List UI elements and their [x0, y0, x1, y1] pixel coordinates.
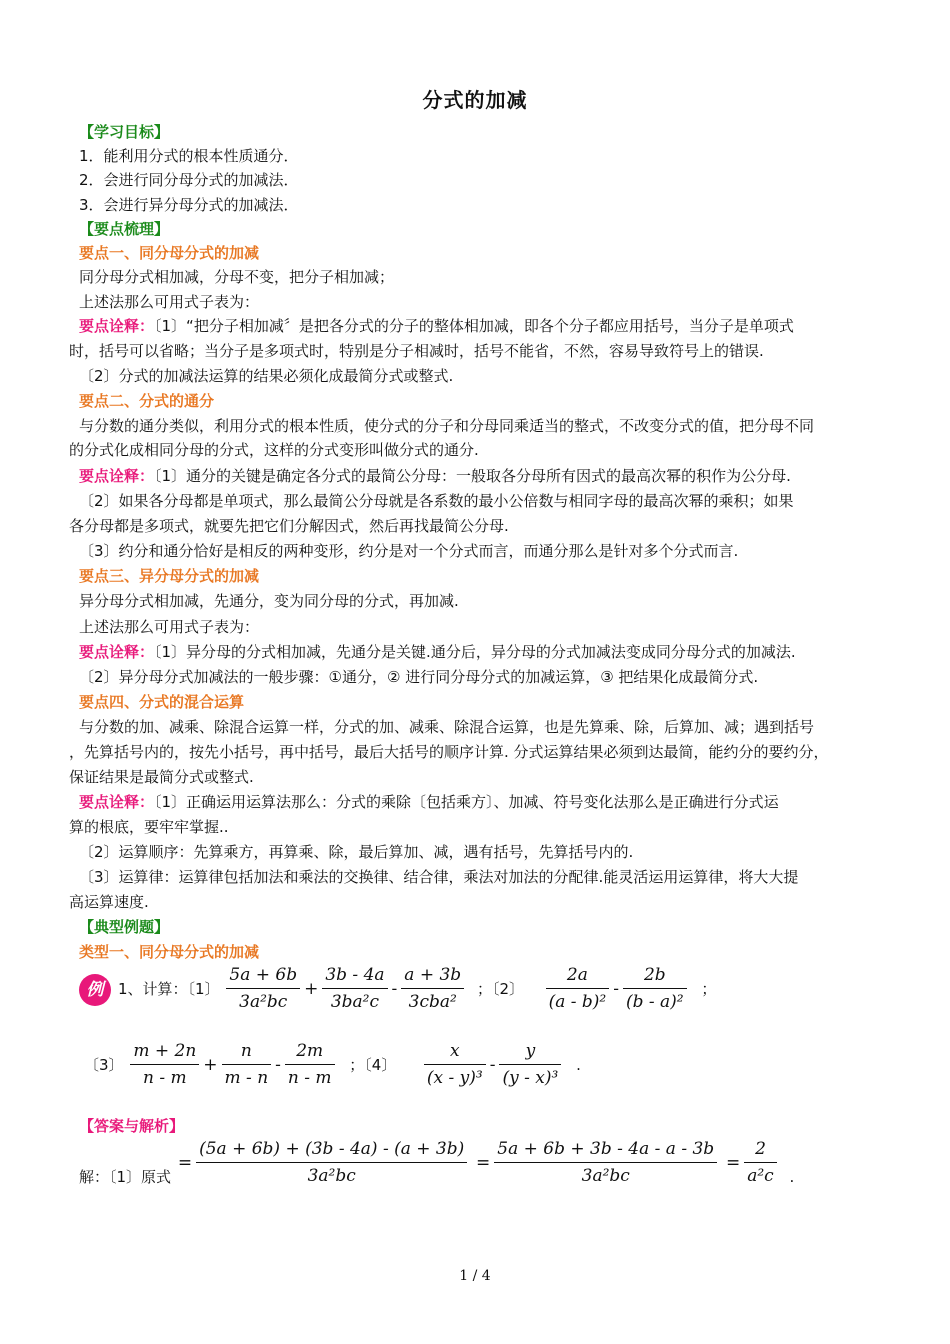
separator: ； [701, 980, 717, 998]
points-heading: 【要点梳理】 [79, 220, 170, 238]
fraction: $\frac{n}{m - n}$ [222, 1040, 272, 1089]
goal-item: 3．会进行异分母分式的加减法． [79, 196, 299, 214]
goal-item: 2．会进行同分母分式的加减法． [79, 171, 299, 189]
paragraph: 〔2〕异分母分式加减法的一般步骤：①通分，② 进行同分母分式的加减运算，③ 把结果化成最简分式. [79, 668, 759, 686]
fraction: $\frac{5a + 6b + 3b - 4a - a - 3b}{\text{3a²bc}}$ [494, 1138, 717, 1187]
paragraph: 各分母都是多项式，就要先把它们分解因式，然后再找最简公分母. [69, 517, 509, 535]
page-number: 1 / 4 [459, 1268, 491, 1284]
end-mark: . [576, 1055, 581, 1074]
note-line [79, 466, 791, 486]
fraction: $\frac{m + 2n}{n - m}$ [130, 1040, 199, 1089]
paragraph: 的分式化成相同分母的分式，这样的分式变形叫做分式的通分. [69, 441, 479, 459]
answer-heading: 【答案与解析】 [79, 1117, 185, 1135]
question-1-label: 1、计算：〔1〕 [118, 980, 220, 998]
goal-item: 1．能利用分式的根本性质通分． [79, 147, 299, 165]
question-3-label: 〔3〕 [84, 1056, 124, 1074]
fraction: $\frac{2b}{\text{(b - a)²}}$ [623, 964, 687, 1013]
type1-heading: 类型一、同分母分式的加减 [79, 943, 260, 961]
paragraph: 〔2〕分式的加减法运算的结果必须化成最简分式或整式. [79, 367, 454, 385]
point3-heading: 要点三、异分母分式的加减 [79, 567, 260, 585]
question-2-label: ；〔2〕 [476, 980, 524, 998]
note-label: 要点诠释： [79, 793, 155, 811]
note-text: 〔1〕异分母的分式相加减，先通分是关键.通分后，异分母的分式加减法变成同分母分式的加减法. [154, 643, 796, 661]
goals-heading: 【学习目标】 [79, 123, 170, 141]
paragraph: ，先算括号内的，按先小括号，再中括号，最后大括号的顺序计算. 分式运算结果必须到达最简，能约分的要约分， [69, 743, 829, 761]
paragraph: 上述法那么可用式子表为： [79, 618, 260, 636]
question-line-2: 〔3〕 $\frac{m + 2n}{n - m}$ + $\frac{n}{m - n}$ - $\frac{2m}{n - m}$ ；〔4〕 $\frac{x}{\text{(x - y)³}}$ - $\frac{y}{\text{(y - x)³}}$ . [84, 1041, 581, 1088]
paragraph: 时，括号可以省略；当分子是多项式时，特别是分子相减时，括号不能省，不然，容易导致符号上的错误. [69, 342, 764, 360]
solution-label: 解：〔1〕原式 [79, 1168, 172, 1186]
fraction: $\frac{3b - 4a}{\text{3ba²c}}$ [322, 964, 387, 1013]
note-label: 要点诠释： [79, 643, 155, 661]
note-text: 〔1〕正确运用运算法那么：分式的乘除〔包括乘方〕、加减、符号变化法那么是正确进行分式运 [154, 793, 779, 811]
note-line [79, 642, 796, 662]
note-label: 要点诠释： [79, 317, 155, 335]
fraction: $\frac{2}{\text{a²c}}$ [744, 1138, 776, 1187]
paragraph: 〔2〕运算顺序：先算乘方，再算乘、除，最后算加、减，遇有括号，先算括号内的. [79, 843, 634, 861]
example-badge-icon: 例 [79, 974, 111, 1006]
paragraph: 〔3〕运算律：运算律包括加法和乘法的交换律、结合律，乘法对加法的分配律.能灵活运用运算律，将大大提 [79, 868, 799, 886]
fraction: $\frac{2a}{\text{(a - b)²}}$ [546, 964, 610, 1013]
fraction: $\frac{a + 3b}{\text{3cba²}}$ [401, 964, 464, 1013]
note-line [79, 316, 794, 336]
paragraph: 〔3〕约分和通分恰好是相反的两种变形，约分是对一个分式而言，而通分那么是针对多个分式而言. [79, 542, 739, 560]
paragraph: 异分母分式相加减，先通分，变为同分母的分式，再加减. [79, 592, 459, 610]
fraction: $\frac{2m}{n - m}$ [285, 1040, 335, 1089]
paragraph: 高运算速度. [69, 893, 149, 911]
note-line [79, 792, 779, 812]
paragraph: 算的根底，要牢牢掌握.. [69, 818, 229, 836]
note-text: 〔1〕“把分子相加减〞是把各分式的分子的整体相加减，即各个分子都应用括号，当分子是单项式 [154, 317, 794, 335]
paragraph: 与分数的通分类似，利用分式的根本性质，使分式的分子和分母同乘适当的整式，不改变分式的值，把分母不同 [79, 417, 815, 435]
point4-heading: 要点四、分式的混合运算 [79, 693, 245, 711]
question-line-1: 1、计算：〔1〕 $\frac{5a + 6b}{\text{3a²bc}}$ + $\frac{3b - 4a}{\text{3ba²c}}$ - $\frac{a + 3b}{\text{3cba²}}$ ；〔2〕 $\frac{2a}{\text{(a - b)²}}$ - $\frac{2b}{\text{(b - a)²}}$ ； [118, 965, 717, 1012]
point1-heading: 要点一、同分母分式的加减 [79, 244, 260, 262]
paragraph: 保证结果是最简分式或整式. [69, 768, 254, 786]
paragraph: 与分数的加、减乘、除混合运算一样，分式的加、减乘、除混合运算，也是先算乘、除，后算加、减；遇到括号 [79, 718, 815, 736]
fraction: $\frac{(5a + 6b) + (3b - 4a) - (a + 3b)}{\text{3a²bc}}$ [196, 1138, 467, 1187]
question-4-label: ；〔4〕 [349, 1056, 397, 1074]
examples-heading: 【典型例题】 [79, 918, 170, 936]
fraction: $\frac{5a + 6b}{\text{3a²bc}}$ [226, 964, 300, 1013]
note-text: 〔1〕通分的关键是确定各分式的最简公分母：一般取各分母所有因式的最高次幂的积作为公分母. [154, 467, 791, 485]
point2-heading: 要点二、分式的通分 [79, 392, 215, 410]
fraction: $\frac{x}{\text{(x - y)³}}$ [424, 1040, 486, 1089]
end-mark: . [789, 1167, 795, 1186]
page-title: 分式的加减 [422, 88, 528, 112]
solution-line: 解：〔1〕原式 = $\frac{(5a + 6b) + (3b - 4a) - (a + 3b)}{\text{3a²bc}}$ = $\frac{5a + 6b + 3b - 4a - a - 3b}{\text{3a²bc}}$ = $\frac{2}{\text{a²c}}$ . [79, 1139, 795, 1186]
fraction: $\frac{y}{\text{(y - x)³}}$ [499, 1040, 561, 1089]
paragraph: 上述法那么可用式子表为： [79, 293, 260, 311]
note-label: 要点诠释： [79, 467, 155, 485]
paragraph: 〔2〕如果各分母都是单项式，那么最简公分母就是各系数的最小公倍数与相同字母的最高次幂的乘积；如果 [79, 492, 794, 510]
paragraph: 同分母分式相加减，分母不变，把分子相加减； [79, 268, 395, 286]
